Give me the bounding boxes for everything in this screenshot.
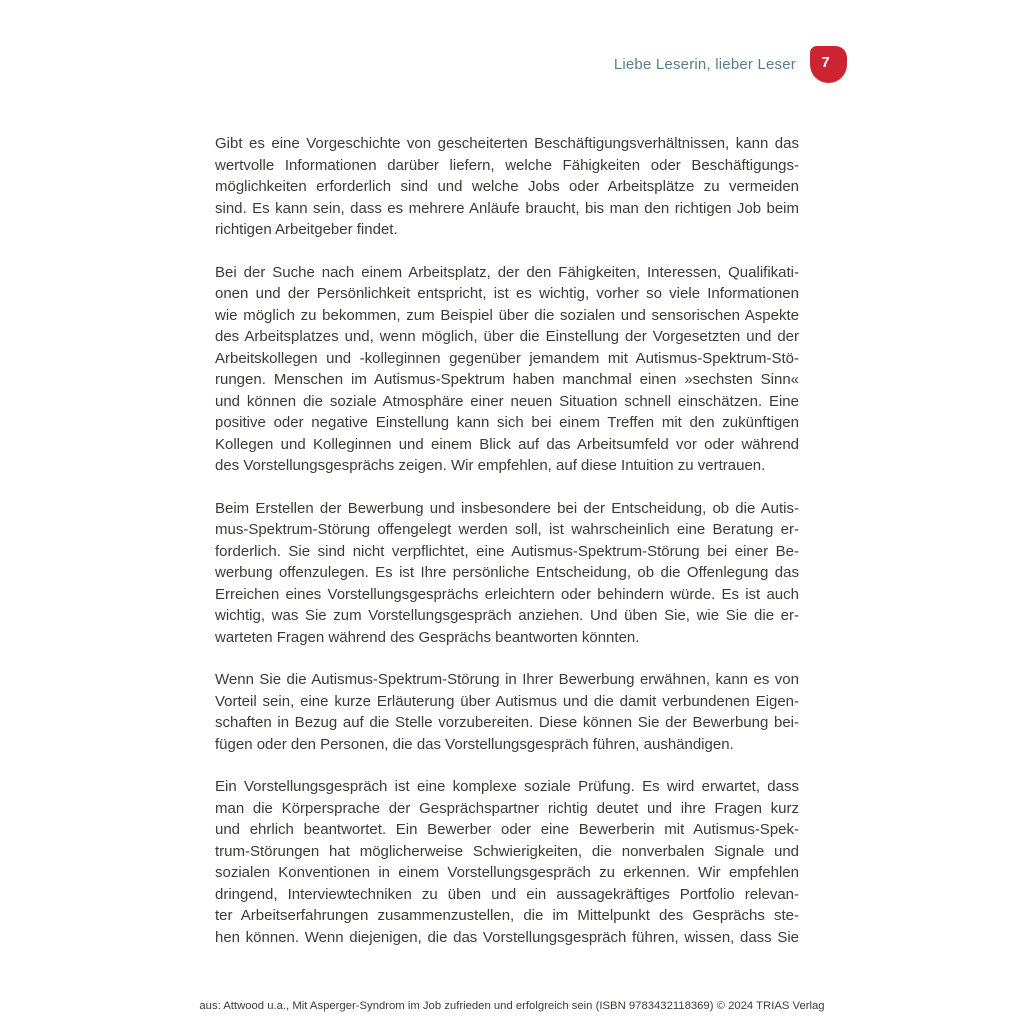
text-line: onen und der Persönlichkeit entspricht, ist es wichtig, vorher so viele Informationen <box>215 285 799 302</box>
text-line: und können die soziale Atmosphäre einer neuen Situation schnell einschätzen. Eine <box>215 392 799 410</box>
text-line: man die Körpersprache der Gesprächspartner richtig deutet und ihre Fragen kurz <box>215 799 799 817</box>
text-line: forderlich. Sie sind nicht verpflichtet, eine Autismus-Spektrum-Störung bei einer Be- <box>215 542 799 560</box>
body-paragraphs <box>215 133 799 948</box>
text-line: wertvolle Informationen darüber liefern, welche Fähigkeiten oder Beschäftigungs- <box>215 156 799 174</box>
text-line: schaften in Bezug auf die Stelle vorzubereiten. Diese können Sie der Bewerbung bei- <box>215 714 799 731</box>
text-line: Erreichen eines Vorstellungsgesprächs erleichtern oder behindern würde. Es ist auch <box>215 585 799 603</box>
text-line: werbung offenzulegen. Es ist Ihre persönliche Entscheidung, ob die Offenlegung das <box>215 564 799 581</box>
text-line: Kollegen und Kolleginnen und einem Blick auf das Arbeitsumfeld vor oder während <box>215 435 799 453</box>
text-line: Vorteil sein, eine kurze Erläuterung über Autismus und die damit verbundenen Eigen- <box>215 692 799 710</box>
text-line: hen können. Wenn diejenigen, die das Vorstellungsgespräch führen, wissen, dass Sie <box>215 928 799 946</box>
running-header <box>614 46 847 83</box>
paragraph <box>215 262 799 477</box>
text-line: sozialen Konventionen in einem Vorstellungsgespräch zu erkennen. Wir empfehlen <box>215 864 799 881</box>
text-line: Ein Vorstellungsgespräch ist eine komplexe soziale Prüfung. Es wird erwartet, dass <box>215 778 799 795</box>
text-line: wichtig, was Sie zum Vorstellungsgespräch anziehen. Und üben Sie, wie Sie die er- <box>215 607 799 624</box>
text-line: trum-Störungen hat möglicherweise Schwierigkeiten, die nonverbalen Signale und <box>215 842 799 860</box>
text-line: Wenn Sie die Autismus-Spektrum-Störung in Ihrer Bewerbung erwähnen, kann es von <box>215 671 799 688</box>
text-line: positive oder negative Einstellung kann sich bei einem Treffen mit den zukünftigen <box>215 414 799 431</box>
text-line: Bei der Suche nach einem Arbeitsplatz, der den Fähigkeiten, Interessen, Qualifikati- <box>215 263 799 281</box>
text-line: und ehrlich beantwortet. Ein Bewerber oder eine Bewerberin mit Autismus-Spek- <box>215 821 799 838</box>
text-line: des Vorstellungsgesprächs zeigen. Wir empfehlen, auf diese Intuition zu vertrauen. <box>215 457 766 474</box>
text-line: warteten Fragen während des Gesprächs beantworten könnten. <box>215 628 640 646</box>
text-line: möglichkeiten erforderlich sind und welche Jobs oder Arbeitsplätze zu vermeiden <box>215 178 799 195</box>
page-number-badge <box>810 46 847 83</box>
text-line: wie möglich zu bekommen, zum Beispiel über die sozialen und sensorischen Aspekte <box>215 306 799 324</box>
paragraph <box>215 498 799 649</box>
paragraph <box>215 133 799 241</box>
page-number: 7 <box>821 54 830 71</box>
page-body <box>215 133 799 969</box>
text-line: ter Arbeitserfahrungen zusammenzustellen, die im Mittelpunkt des Gesprächs ste- <box>215 907 799 924</box>
text-line: dringend, Interviewtechniken zu üben und ein aussagekräftiges Portfolio relevan- <box>215 885 799 903</box>
text-line: Arbeitskollegen und -kolleginnen gegenüber jemandem mit Autismus-Spektrum-Stö- <box>215 349 799 367</box>
paragraph <box>215 669 799 755</box>
text-line: mus-Spektrum-Störung offengelegt werden soll, ist wahrscheinlich eine Beratung er- <box>215 521 799 538</box>
text-line: richtigen Arbeitgeber findet. <box>215 221 398 238</box>
text-line: des Arbeitsplatzes und, wenn möglich, über die Einstellung der Vorgesetzten und der <box>215 328 799 345</box>
paragraph <box>215 776 799 948</box>
text-line: sind. Es kann sein, dass es mehrere Anläufe braucht, bis man den richtigen Job beim <box>215 199 799 217</box>
text-line: rungen. Menschen im Autismus-Spektrum haben manchmal einen »sechsten Sinn« <box>215 371 799 388</box>
text-line: Beim Erstellen der Bewerbung und insbesondere bei der Entscheidung, ob die Autis- <box>215 499 799 517</box>
copyright-credit-line: aus: Attwood u.a., Mit Asperger-Syndrom im Job zufrieden und erfolgreich sein (ISBN 9783432118369) © 2024 TRIAS Verlag <box>199 1000 825 1012</box>
text-line: fügen oder den Personen, die das Vorstellungsgespräch führen, aushändigen. <box>215 735 734 753</box>
running-title: Liebe Leserin, lieber Leser <box>613 56 796 73</box>
text-line: Gibt es eine Vorgeschichte von gescheiterten Beschäftigungsverhältnissen, kann das <box>215 135 799 152</box>
